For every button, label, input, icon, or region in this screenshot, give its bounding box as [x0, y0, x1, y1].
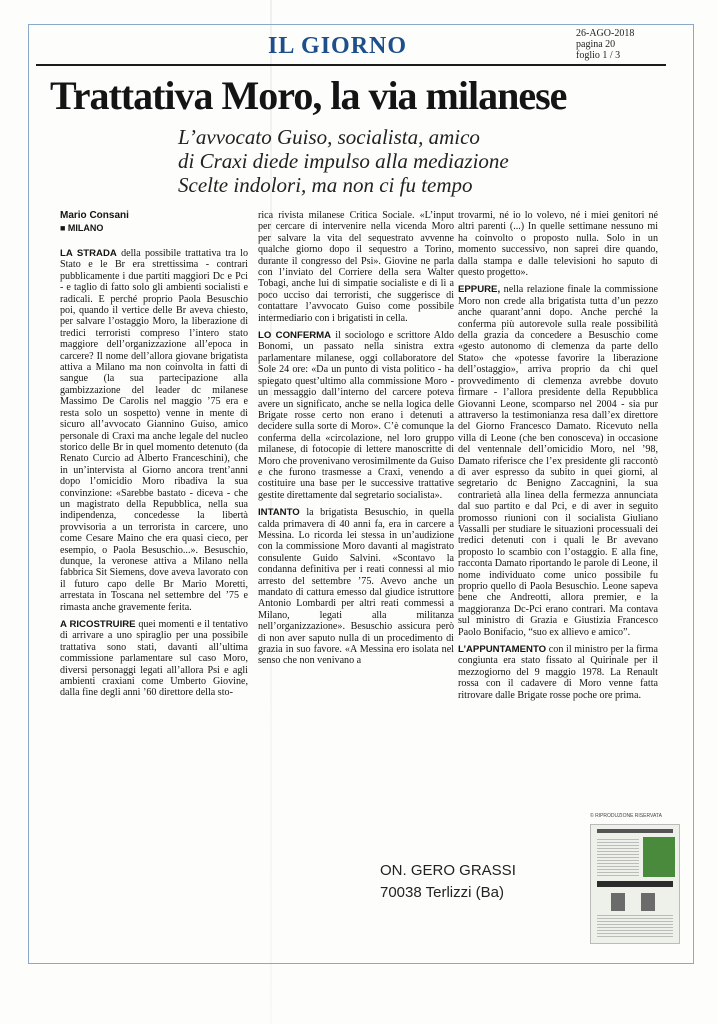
paragraph [60, 619, 248, 699]
paragraph [458, 284, 658, 638]
clipping-sheet: foglio 1 / 3 [576, 50, 621, 61]
paragraph [458, 644, 658, 701]
paragraph-text: rica rivista milanese Critica Sociale. «L’input per cercare di intervenire nella vicenda Moro per salvare la vita del sequestrato avvenne qualche giorno dopo il sequestro a Torino, durante il congresso del Psi». Giovine ne parla con l’inviato del Corriere della sera Walter Tobagi, anche lui di simpatie socialiste e di lì a poco ucciso dai terroristi, che suggerisce di contattare l’avvocato Guiso come possibile intermediario con i brigatisti in cella. [258, 210, 454, 324]
subhead-line: L’avvocato Guiso, socialista, amico [178, 125, 480, 149]
paragraph-lead: INTANTO [258, 507, 300, 519]
paragraph-text: trovarmi, né io lo volevo, né i miei genitori né altri parenti (...) In quelle settimane nessuno mi ha coinvolto o proposto nulla. Solo in un momento successivo, non saprei dire quando, dalla stampa e dalle televisioni ho saputo di questo progetto». [458, 210, 658, 279]
clipping-date: 26-AGO-2018 [576, 28, 635, 39]
clipping-page: pagina 20 [576, 39, 616, 50]
paragraph-lead: L’APPUNTAMENTO [458, 644, 547, 656]
paragraph [60, 248, 248, 613]
thumbnail-header [597, 829, 673, 833]
newspaper-masthead: IL GIORNO [268, 33, 408, 59]
paragraph-lead: LO CONFERMA [258, 330, 332, 342]
sender-stamp [380, 860, 516, 904]
thumbnail-text [597, 839, 639, 877]
thumbnail-green-block [643, 837, 675, 877]
copyright-note: © RIPRODUZIONE RISERVATA [590, 813, 662, 819]
clipping-metadata [576, 28, 634, 61]
subhead-line: di Craxi diede impulso alla mediazione [178, 149, 509, 173]
paragraph-lead: LA STRADA [60, 248, 117, 259]
article-subheadline [178, 125, 638, 197]
article-column-3 [458, 210, 658, 707]
author-name: Mario Consani [60, 210, 129, 221]
dateline: ■ MILANO [60, 223, 104, 233]
paragraph-text: la brigatista Besuschio, in quella calda primavera di 40 anni fa, era in carcere a Messina. Lo ricorda lei stessa in un’audizione con la commissione Moro davanti al magistrato consulente Guido Salvini. «Scontavo la condanna definitiva per i reati connessi al mio arresto del settembre ’75. Avevo anche un mandato di cattura emesso dal giudice istruttore Antonio Lombardi per altri reati commessi a Milano, legati alla militanza nell’organizzazione». Besuschio assicura però di non aver saputo nulla di un procedimento di grazia in suo favore. «A Messina ero isolata nel senso che non venivano a [258, 507, 454, 667]
thumbnail-photo [641, 893, 655, 911]
paragraph [258, 210, 454, 324]
masthead-rule [36, 64, 666, 66]
paragraph [258, 330, 454, 501]
article-column-2 [258, 210, 454, 673]
article-headline: Trattativa Moro, la via milanese [50, 73, 567, 118]
paragraph-lead: A RICOSTRUIRE [60, 619, 136, 630]
stamp-address: 70038 Terlizzi (Ba) [380, 884, 504, 901]
paragraph [258, 507, 454, 667]
paragraph-text: della possibile trattativa tra lo Stato e le Br era strettissima - contrari pubblicamente i due partiti maggiori Dc e Pci - e taglio di fatto solo gli ambienti socialisti e radicali. E perché proprio Paola Besuschio poi, quando il vertice delle Br aveva chiesto, per salvare l’ostaggio Moro, la liberazione di tredici terroristi compreso l’intero stato maggiore dell’organizzazione all’epoca in carcere? Il nome dell’allora giovane brigatista attiva a Milano ma non coinvolta in fatti di sangue (la sua partecipazione alla gambizzazione del leader dc milanese Massimo De Carolis nel maggio ’75 era e resta solo un sospetto) venne in mente di sicuro all’avvocato Giannino Guiso, amico personale di Craxi ma anche legale del nucleo storico delle Br in quel momento detenuto (da Renato Curcio ad Alberto Franceschini), che in un’intervista al Giorno ancora trent’anni dopo l’omicidio Moro ribadiva la sua convinzione: «Sarebbe bastato - diceva - che un magistrato della Repubblica, nella sua indipendenza, concedesse la libertà provvisoria a un terrorista in carcere, uno come Cesare Maino che era quasi cieco, per esempio, o Paola Besuschio...». Besuschio, dunque, la veronese attiva a Milano nella fabbrica Sit Siemens, dove aveva lavorato con il futuro capo delle Br Mario Moretti, arrestata in Toscana nel settembre del ’75 e rimasta anche gravemente ferita. [60, 248, 248, 613]
paragraph-text: con il ministro per la firma congiunta era stato fissato al Quirinale per il mezzogiorno del 9 maggio 1978. La Renault rossa con il cadavere di Moro venne fatta ritrovare dalle Brigate rosse poche ore prima. [458, 644, 658, 701]
subhead-line: Scelte indolori, ma non ci fu tempo [178, 173, 473, 197]
byline [60, 210, 129, 234]
stamp-name: ON. GERO GRASSI [380, 862, 516, 879]
article-column-1 [60, 248, 248, 705]
thumbnail-photo [611, 893, 625, 911]
paragraph-lead: EPPURE, [458, 284, 501, 296]
paragraph-text: nella relazione finale la commissione Moro non crede alla brigatista tutta d’un pezzo anche quarant’anni dopo. Anche perché la conferma più autorevole sulla reale possibilità della grazia da concedere a Besuschio come «gesto autonomo di clemenza da parte dello Stato» che «potesse favorire la liberazione dell’ostaggio», arriva proprio da chi quel provvedimento di clemenza avrebbe dovuto firmare - l’allora presidente della Repubblica Giovanni Leone, scomparso nel 2004 - sia pur attraverso la testimonianza resa dall’ex direttore del Giorno Francesco Damato. Ricevuto nella villa di Leone (che ben conosceva) in occasione del ventennale dell’omicidio Moro, nel ’98, Damato riferisce che l’ex presidente gli raccontò di aver espresso da subito in quei giorni, al segretario dc Benigno Zaccagnini, la sua contrarietà alla linea della fermezza annunciata dal suo partito e dal Pci, e di aver in seguito promosso riunioni con il socialista Giuliano Vassalli per studiare le situazioni processuali dei tredici detenuti con i quali le Br avevano proposto lo scambio con l’ostaggio. E alla fine, racconta Damato riportando le parole di Leone, il nome individuato come unico possibile fu proprio quello di Paola Besuschio. Leone sapeva bene che Andreotti, allora premier, e la maggioranza Dc-Pci erano contrari. Ma contava sul ministro di Grazia e Giustizia Francesco Paolo Bonifacio, “suo ex allievo e amico”. [458, 284, 658, 638]
thumbnail-title [597, 881, 673, 887]
paragraph-text: il sociologo e scrittore Aldo Bonomi, un passato nella sinistra extra parlamentare milanese, oggi collaboratore del Sole 24 ore: «Da un punto di vista politico - ha spiegato quest’ultimo alla commissione Moro - un messaggio dall’interno del carcere poteva avere un significato, anche se nella logica delle Brigate rosse certo non erano i detenuti a decidere sulla sorte di Moro». C’è comunque la conferma della «circolazione, nel loro gruppo milanese, di fotocopie di lettere manoscritte di Moro che provenivano verosimilmente da Guiso e che furono trasmesse a Craxi, venendo a costituire una base per le successive trattative gestite direttamente dal segretario socialista». [258, 330, 454, 501]
thumbnail-text [597, 915, 673, 937]
page-thumbnail [590, 824, 680, 944]
paragraph [458, 210, 658, 278]
paragraph-text: quei momenti e il tentativo di arrivare a uno spiraglio per una possibile trattativa sono stati, davanti all’ultima commissione parlamentare sul caso Moro, diversi personaggi legati all’allora Psi e agli ambienti craxiani come Umberto Giovine, dalla fine degli anni ’60 direttore della sto- [60, 619, 248, 699]
